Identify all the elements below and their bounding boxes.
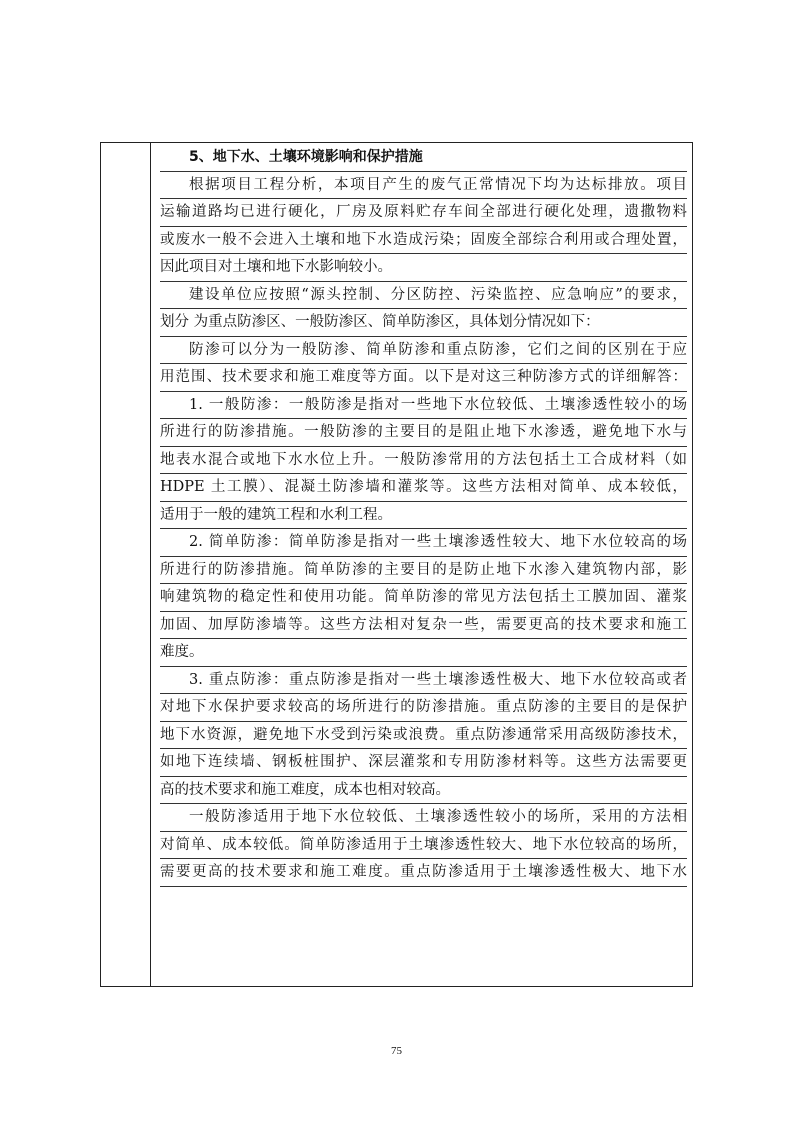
text-line: 根据项目工程分析，本项目产生的废气正常情况下均为达标排放。项目 (160, 172, 687, 200)
text-line: 一般防渗适用于地下水位较低、土壤渗透性较小的场所，采用的方法相 (160, 804, 687, 832)
section-content (160, 144, 687, 887)
text-line: HDPE 土工膜）、混凝土防渗墙和灌浆等。这些方法相对简单、成本较低， (160, 474, 687, 502)
text-line: 响建筑物的稳定性和使用功能。简单防渗的常见方法包括土工膜加固、灌浆 (160, 584, 687, 612)
text-line: 因此项目对土壤和地下水影响较小。 (160, 254, 687, 282)
text-line: 适用于一般的建筑工程和水利工程。 (160, 502, 687, 530)
text-line: 所进行的防渗措施。简单防渗的主要目的是防止地下水渗入建筑物内部，影 (160, 557, 687, 585)
column-divider (150, 142, 151, 987)
text-line: 3. 重点防渗：重点防渗是指对一些土壤渗透性极大、地下水位较高或者 (160, 667, 687, 695)
text-line: 所进行的防渗措施。一般防渗的主要目的是阻止地下水渗透，避免地下水与 (160, 419, 687, 447)
text-line: 地表水混合或地下水水位上升。一般防渗常用的方法包括土工合成材料（如 (160, 447, 687, 475)
text-line: 用范围、技术要求和施工难度等方面。以下是对这三种防渗方式的详细解答： (160, 364, 687, 392)
page-number: 75 (391, 1045, 402, 1057)
text-line: 防渗可以分为一般防渗、简单防渗和重点防渗，它们之间的区别在于应 (160, 337, 687, 365)
text-line: 对地下水保护要求较高的场所进行的防渗措施。重点防渗的主要目的是保护 (160, 694, 687, 722)
text-line: 2. 简单防渗：简单防渗是指对一些土壤渗透性较大、地下水位较高的场 (160, 529, 687, 557)
text-line: 地下水资源，避免地下水受到污染或浪费。重点防渗通常采用高级防渗技术， (160, 722, 687, 750)
text-line: 对简单、成本较低。简单防渗适用于土壤渗透性较大、地下水位较高的场所， (160, 832, 687, 860)
text-line: 加固、加厚防渗墙等。这些方法相对复杂一些，需要更高的技术要求和施工 (160, 612, 687, 640)
text-line: 如地下连续墙、钢板桩围护、深层灌浆和专用防渗材料等。这些方法需要更 (160, 749, 687, 777)
text-line: 需要更高的技术要求和施工难度。重点防渗适用于土壤渗透性极大、地下水 (160, 859, 687, 887)
text-line: 高的技术要求和施工难度，成本也相对较高。 (160, 777, 687, 805)
text-line: 难度。 (160, 639, 687, 667)
text-line: 建设单位应按照“源头控制、分区防控、污染监控、应急响应”的要求， (160, 282, 687, 310)
text-line: 1. 一般防渗：一般防渗是指对一些地下水位较低、土壤渗透性较小的场 (160, 392, 687, 420)
text-line: 运输道路均已进行硬化，厂房及原料贮存车间全部进行硬化处理，遗撒物料 (160, 199, 687, 227)
text-line: 或废水一般不会进入土壤和地下水造成污染；固废全部综合利用或合理处置， (160, 227, 687, 255)
text-line: 划分 为重点防渗区、一般防渗区、简单防渗区，具体划分情况如下： (160, 309, 687, 337)
section-title: 5、地下水、土壤环境影响和保护措施 (160, 144, 687, 172)
